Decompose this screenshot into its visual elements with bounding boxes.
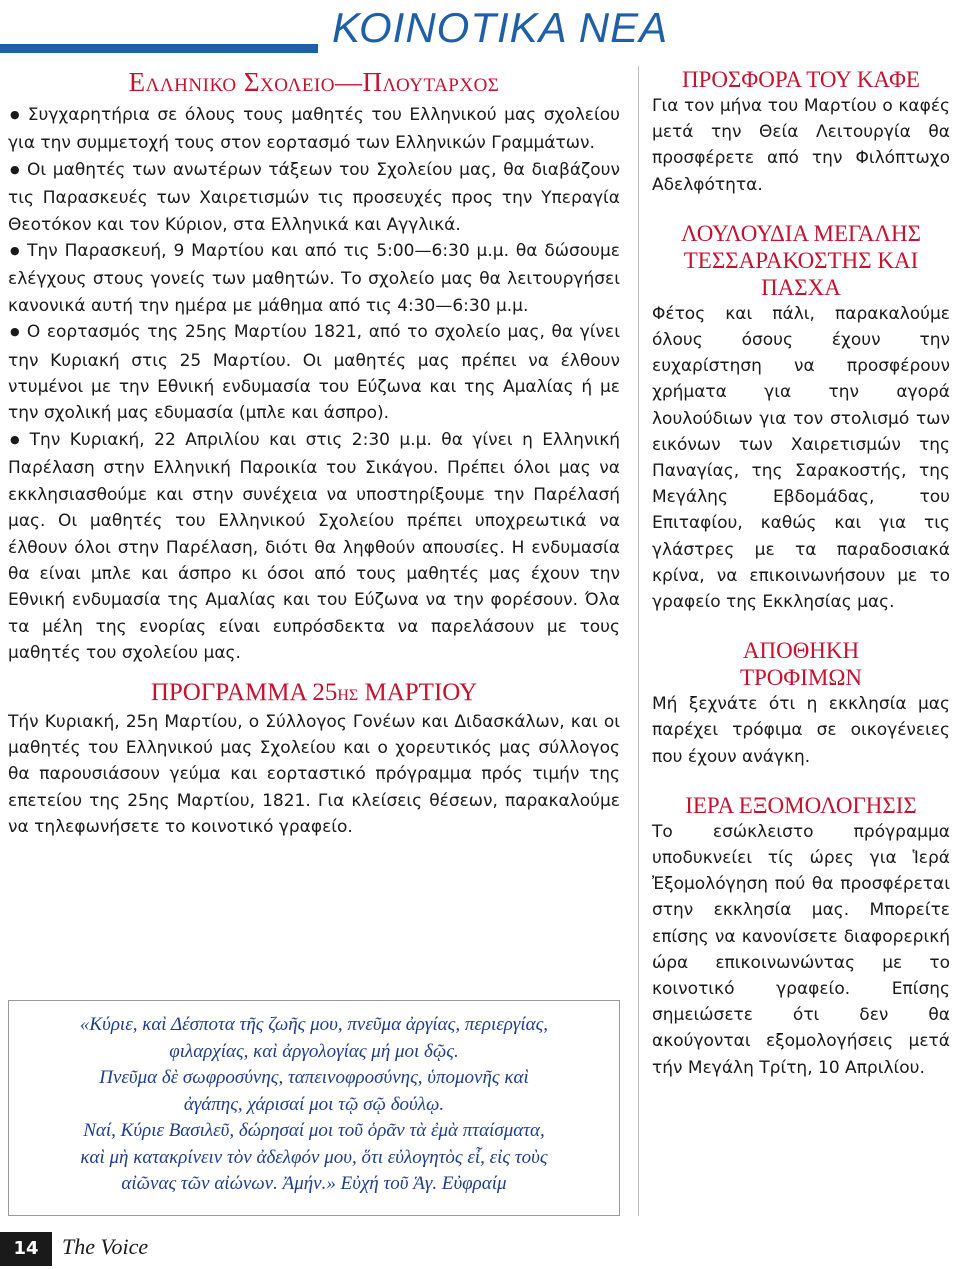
school-item-4: ● Ο εορτασμός της 25ης Μαρτίου 1821, από το σχολείο μας, θα γίνει την Κυριακή στις 25 Μαρτίου. Οι μαθητές μας πρέπει να έλθουν ντυμένοι με την Εθνική ενδυμασία του Εύζωνα και της Αμαλίας ή με την σχολική μας εδυμασία (μπλε και άσπρο). [8, 319, 620, 427]
program-heading-sup: ΗΣ [337, 686, 359, 704]
prayer-line-1: «Κύριε, καὶ Δέσποτα τῆς ζωῆς μου, πνεῦμα ἀργίας, περιεργίας, [79, 1014, 549, 1035]
flowers-heading-line-2: ΤΕΣΣΑΡΑΚΟΣΤΗΣ ΚΑΙ [683, 247, 919, 273]
food-text: Μή ξεχνάτε ότι η εκκλησία μας παρέχει τρόφιμα σε οικογένειες που έχουν ανάγκη. [652, 694, 950, 767]
program-heading-post: ΜΑΡΤΙΟΥ [358, 678, 478, 706]
flowers-heading-line-1: ΛΟΥΛΟΥΔΙΑ ΜΕΓΑΛΗΣ [680, 220, 922, 246]
column-divider [638, 66, 639, 1216]
confession-text: Το εσώκλειστο πρόγραμμα υποδυκνείει τίς ώρες για Ἱερά Ἐξομολόγηση πού θα προσφέρεται στην εκκλησία μας. Μπορείτε επίσης να κανονίσετε διαφορερική ώρα επικοινωνώντας με το κοινοτικό γραφείο. Επίσης σημειώσετε ότι δεν θα ακούγονται εξομολογήσεις μετά τήν Μεγάλη Τρίτη, 10 Απριλίου. [652, 821, 950, 1078]
right-column [652, 66, 950, 1081]
page-title: ΚΟΙΝΟΤΙΚΑ ΝΕΑ [332, 4, 669, 51]
school-item-3: ● Την Παρασκευή, 9 Μαρτίου και από τις 5:00—6:30 μ.μ. θα δώσουμε ελέγχους στους γονείς των μαθητών. Το σχολείο μας θα λειτουργήσει κανονικά αυτή την ημέρα με μάθημα από τις 4:30—6:30 μ.μ. [8, 238, 620, 319]
page-number: 14 [0, 1232, 52, 1266]
header-rule [0, 44, 318, 53]
prayer-line-4: ἀγάπης, χάρισαί μοι τῷ σῷ δούλῳ. [183, 1093, 445, 1115]
program-heading-pre: ΠΡΟΓΡΑΜΜΑ 25 [150, 678, 338, 706]
flowers-text: Φέτος και πάλι, παρακαλούμε όλους όσους έχουν την ευχαρίστηση να προσφέρουν χρήματα για την αγορά λουλούδιων για τον στολισμό των εικόνων των Χαιρετισμών της Παναγίας, της Σαρακοστής, της Μεγάλης Εβδομάδας, του Επιταφίου, καθώς και για τις γλάστρες με τα παραδοσιακά κρίνα, να επικοινωνήσουν με το γραφείο της Εκκλησίας μας. [652, 303, 950, 613]
food-heading-line-1: ΑΠΟΘΗΚΗ [742, 638, 860, 664]
program-text: Τήν Κυριακή, 25η Μαρτίου, ο Σύλλογος Γονέων και Διδασκάλων, και οι μαθητές του Ελληνικού μας Σχολείου και ο χορευτικός μας σύλλογος θα παρουσιάσουν γεύμα και εορταστικό πρόγραμμα πρός τιμήν της επετείου της 25ης Μαρτίου, 1821. Για κλείσεις θέσεων, παρακαλούμε να τηλεφωνήσετε το κοινοτικό γραφείο. [8, 711, 620, 838]
flowers-heading [652, 220, 950, 301]
publication-name: The Voice [62, 1234, 149, 1259]
prayer-line-7: αἰῶνας τῶν αἰώνων. Ἀμήν.» Εὐχή τοῦ Ἁγ. Εὐφραίμ [121, 1173, 507, 1194]
school-item-5: ● Την Κυριακή, 22 Απριλίου και στις 2:30 μ.μ. θα γίνει η Ελληνική Παρέλαση στην Ελληνική Παροικία του Σικάγου. Πρέπει όλοι μας να εκκλησιασθούμε και στην συνέχεια να υποστηρίξουμε την Παρέλασή μας. Οι μαθητές του Ελληνικού Σχολείου πρέπει υποχρεωτικά να έλθουν όλοι στην Παρέλαση, διότι θα ληφθούν απουσίες. Η ενδυμασία θα είναι μπλε και άσπρο κι όσοι από τους μαθητές μας έχουν την Εθνική ενδυμασία της Αμαλίας και του Εύζωνα να την φορέσουν. Όλα τα μέλη της ενορίας είναι ευπρόσδεκτα να παρελάσουν με τους μαθητές του σχολείου μας. [8, 427, 620, 667]
prayer-line-3: Πνεῦμα δὲ σωφροσύνης, ταπεινοφροσύνης, ὑπομονῆς καὶ [99, 1067, 529, 1088]
confession-heading: ΙΕΡΑ ΕΞΟΜΟΛΟΓΗΣΙΣ [685, 792, 917, 818]
coffee-heading: ΠΡΟΣΦΟΡΑ ΤΟΥ ΚΑΦΕ [682, 67, 920, 92]
school-item-2: ● Οι μαθητές των ανωτέρων τάξεων του Σχολείου μας, θα διαβάζουν τις Παρασκευές των Χαιρετισμών τις προσευχές προς την Υπεραγία Θεοτόκον και τον Κύριον, στα Ελληνικά και Αγγλικά. [8, 157, 620, 238]
school-item-1: ● Συγχαρητήρια σε όλους τους μαθητές του Ελληνικού μας σχολείου για την συμμετοχή τους στον εορτασμό των Ελληνικών Γραμμάτων. [8, 102, 620, 157]
food-heading [652, 637, 950, 691]
prayer-line-5: Ναί, Κύριε Βασιλεῦ, δώρησαί μοι τοῦ ὁρᾶν τὰ ἐμὰ πταίσματα, [83, 1120, 545, 1141]
left-column [8, 66, 620, 841]
prayer-line-2: φιλαρχίας, καὶ ἀργολογίας μή μοι δῷς. [169, 1040, 459, 1062]
program-heading [8, 679, 620, 709]
food-heading-line-2: ΤΡΟΦΙΜΩΝ [739, 665, 863, 691]
school-heading: Ελληνικο Σχολειο—Πλουταρχος [128, 67, 500, 97]
flowers-heading-line-3: ΠΑΣΧΑ [761, 274, 841, 300]
prayer-box [8, 1000, 620, 1216]
prayer-line-6: καὶ μὴ κατακρίνειν τὸν ἀδελφόν μου, ὅτι εὐλογητὸς εἶ, εἰς τοὺς [80, 1146, 548, 1168]
coffee-text: Για τον μήνα του Μαρτίου ο καφές μετά την Θεία Λειτουργία θα προσφέρετε από την Φιλόπτωχο Αδελφότητα. [652, 96, 950, 195]
